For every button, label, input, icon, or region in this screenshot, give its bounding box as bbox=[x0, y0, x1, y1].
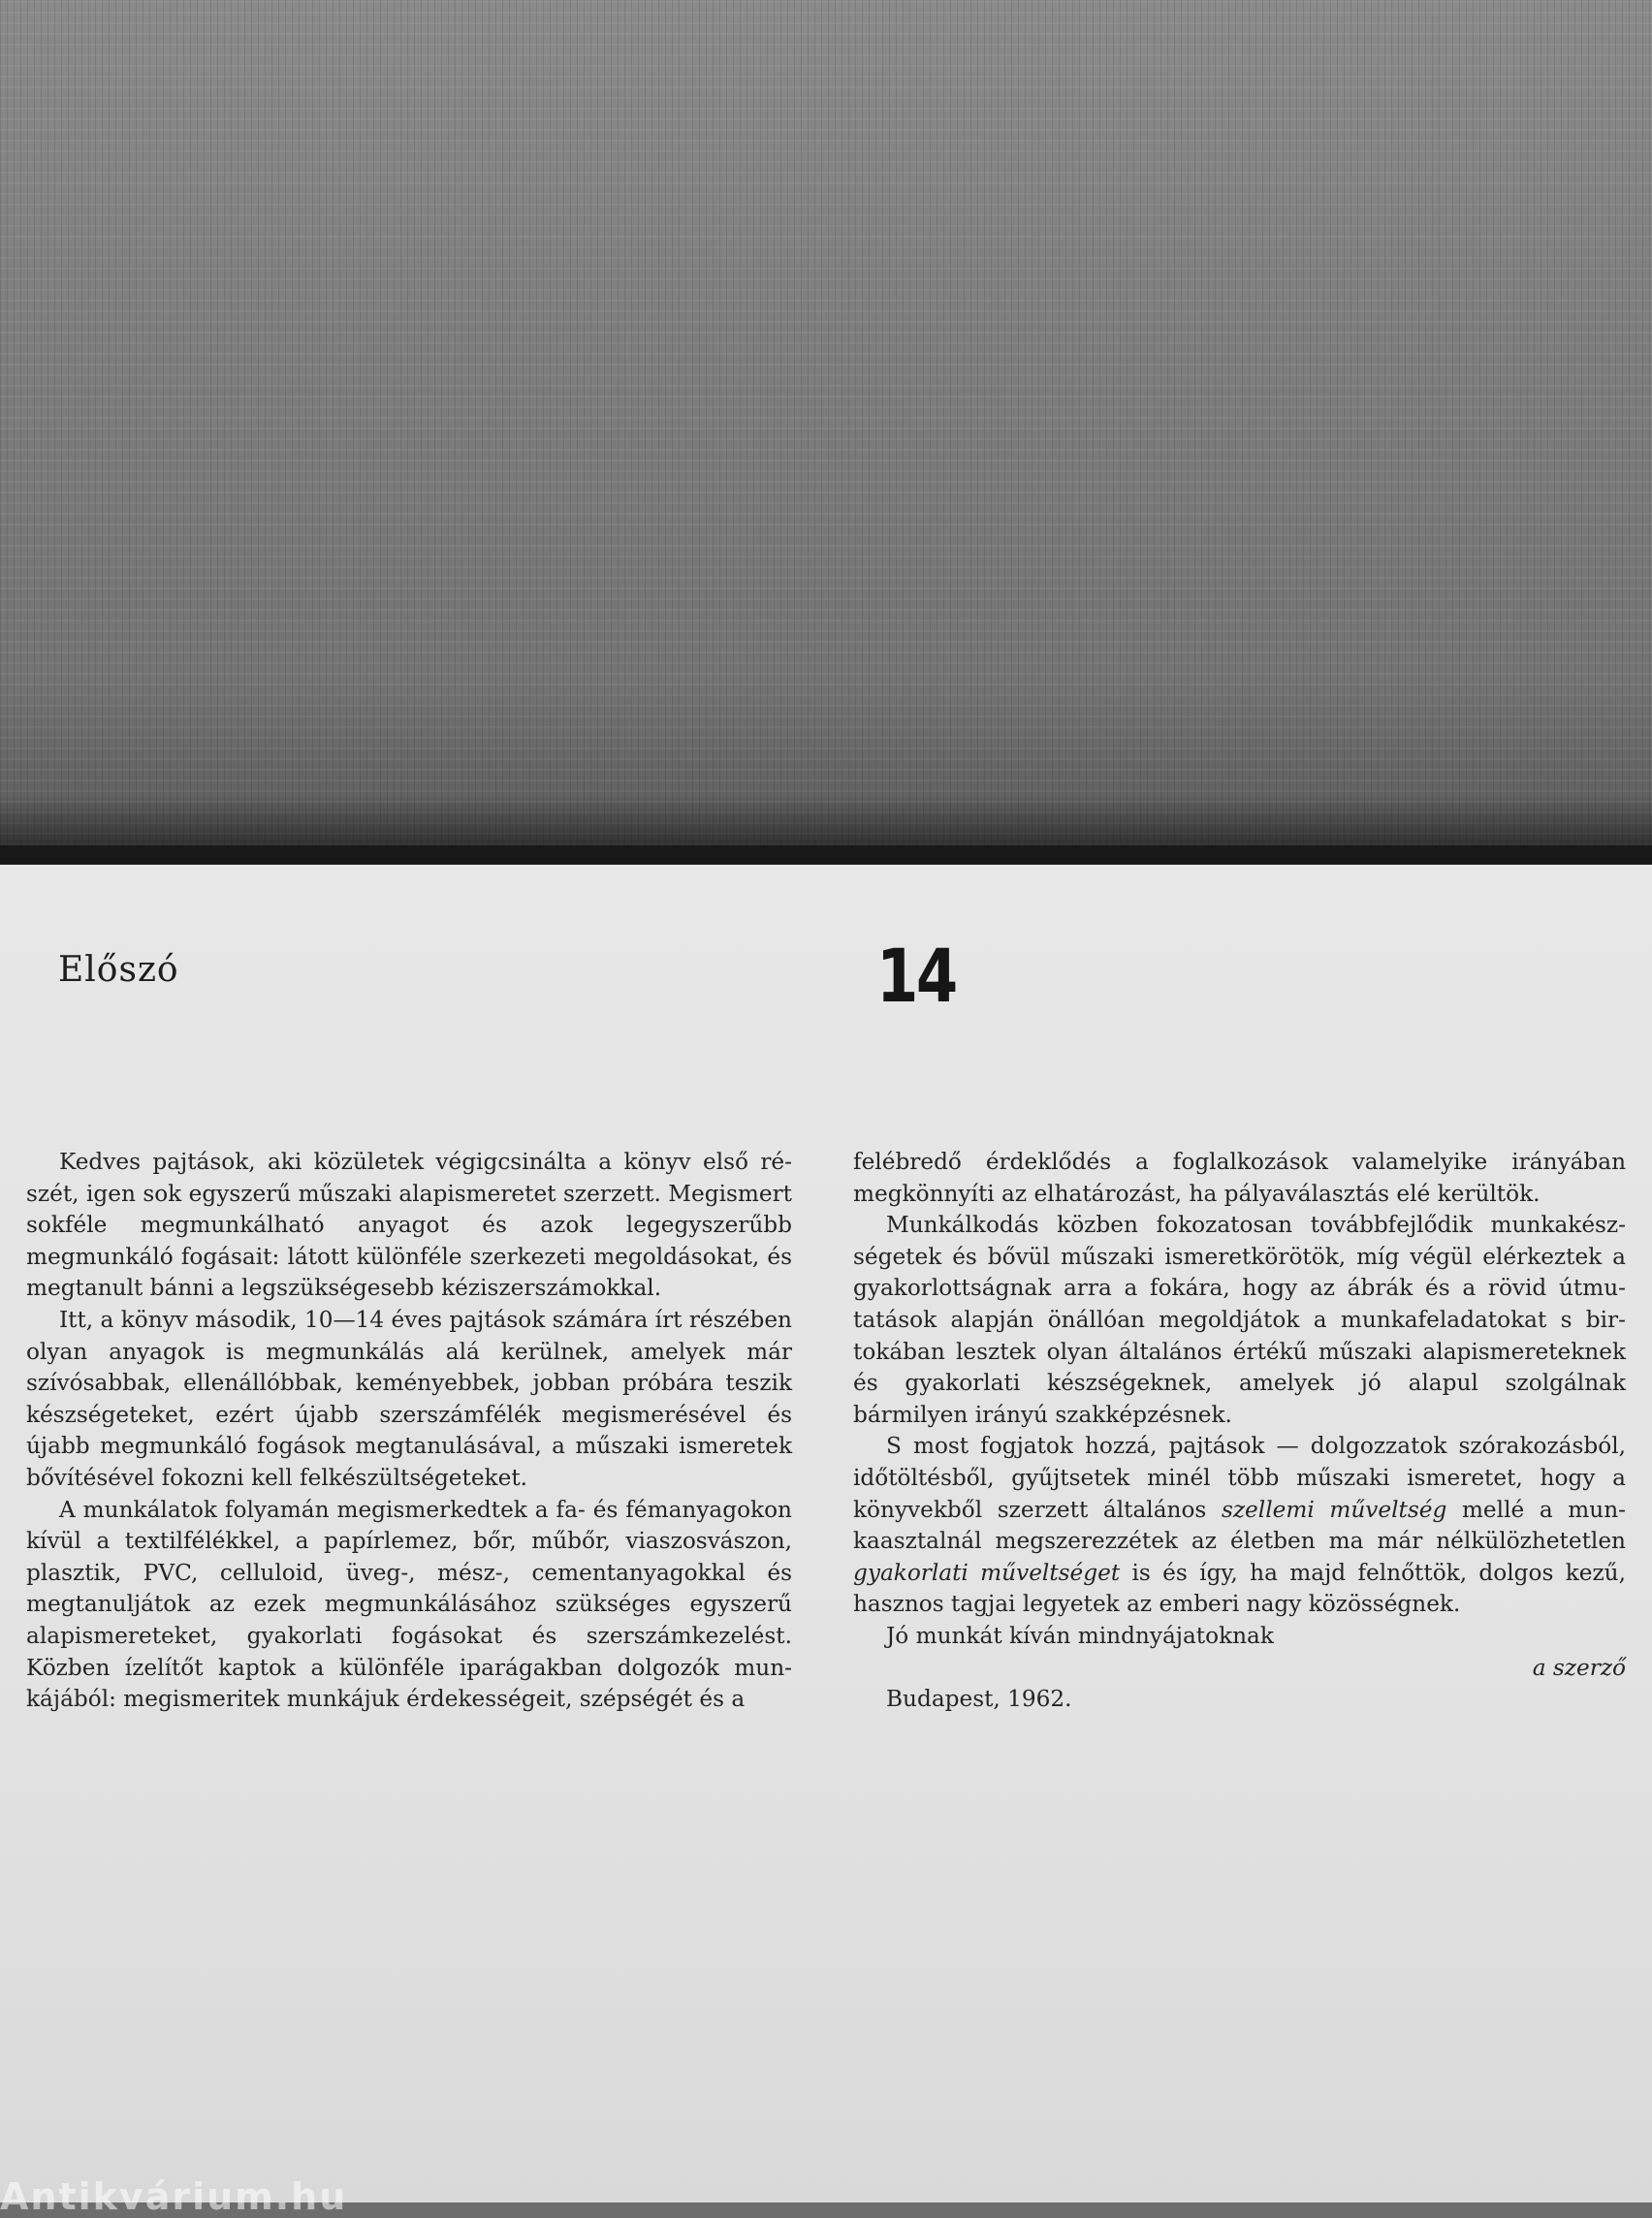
text-run: is és így, ha majd felnőttök, dolgos kezű, hasznos tagjai legyetek az emberi nagy közösségnek. bbox=[853, 1559, 1626, 1618]
paragraph bbox=[853, 1431, 1626, 1621]
paragraph-continuation: felébredő érdeklődés a foglalkozások valamelyike irányában megkönnyíti az elhatározást, ha pályaválasztás elé kerültök. bbox=[853, 1149, 1626, 1207]
closing-line: Jó munkát kíván mindnyájatoknak bbox=[886, 1622, 1274, 1649]
paragraph: Itt, a könyv második, 10—14 éves pajtások számára írt részében olyan anyagok is megmunkálás alá kerülnek, amelyek már szívósabbak, ellenállóbbak, keményebbek, jobban próbára teszik készségeteket, ezért újabb szerszámfélék megismerésével és újabb megmunkáló fogások megtanulásával, a műszaki ismeretek bővítésével fokozni kell felkészültségeteket. bbox=[26, 1306, 792, 1491]
paragraph: Kedves pajtások, aki közületek végigcsinálta a könyv első részét, igen sok egyszerű műszaki alapismeretet szerzett. Megismert sokféle megmunkálható anyagot és azok legegyszerűbb megmunkáló fogásait: látott különféle szerkezeti megoldásokat, és megtanult bánni a legszükségesebb kéziszerszámokkal. bbox=[26, 1149, 792, 1302]
cover-shadow bbox=[0, 795, 1652, 845]
left-text-column bbox=[26, 1147, 792, 1716]
page-title: Előszó bbox=[58, 950, 179, 990]
emphasis-text: gyakorlati műveltséget bbox=[853, 1559, 1121, 1586]
page-top-edge bbox=[0, 845, 1652, 865]
book-cover-board bbox=[0, 0, 1652, 845]
emphasis-text: szellemi műveltség bbox=[1221, 1496, 1447, 1523]
text-run: S most fogjatok hozzá, pajtások — dolgozzatok szórakozásból, időtöltésből, gyűjtsetek minél több műszaki ismeretet, hogy a könyvekből szerzett általános bbox=[853, 1433, 1626, 1523]
author-signature: a szerző bbox=[1532, 1654, 1626, 1681]
text-run: mellé a munkaasztalnál megszerezzétek az életben ma már nélkülözhetetlen bbox=[853, 1496, 1626, 1555]
right-text-column bbox=[853, 1147, 1626, 1716]
paragraph: A munkálatok folyamán megismerkedtek a fa- és fémanyagokon kívül a textilfélékkel, a papírlemez, bőr, műbőr, viaszosvászon, plasztik, PVC, celluloid, üveg-, mész-, cementanyagokkal és megtanuljátok az ezek megmunkálásához szükséges egyszerű alapismereteket, gyakorlati fogásokat és szerszámkezelést. Közben ízelítőt kaptok a különféle iparágakban dolgozók munkájából: megismeritek munkájuk érdekességeit, szépségét és a bbox=[26, 1496, 792, 1713]
watermark: Antikvárium.hu bbox=[0, 2175, 348, 2218]
paragraph: Munkálkodás közben fokozatosan továbbfejlődik munkakészségetek és bővül műszaki ismeretkörötök, míg végül elérkeztek a gyakorlottságnak arra a fokára, hogy az ábrák és a rövid útmutatások alapján önállóan megoldjátok a munkafeladatokat s birtokában lesztek olyan általános értékű műszaki alapismereteknek és gyakorlati készségeknek, amelyek jó alapul szolgálnak bármilyen irányú szakképzésnek. bbox=[853, 1212, 1626, 1428]
place-and-date: Budapest, 1962. bbox=[886, 1686, 1072, 1713]
page-number-stamp: 14 bbox=[876, 933, 956, 1019]
